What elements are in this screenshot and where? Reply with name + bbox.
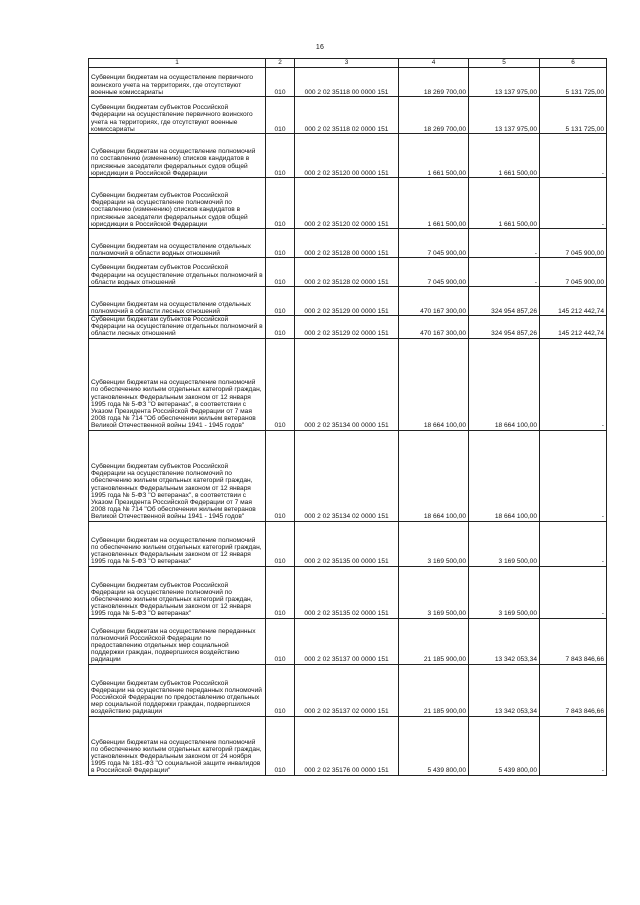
row-line-code-cell: 010 (266, 229, 295, 258)
row-budget-code-cell: 000 2 02 35118 02 0000 151 (295, 97, 399, 134)
row-col6-value: - (540, 521, 607, 566)
row-budget-code-cell: 000 2 02 35134 00 0000 151 (295, 338, 399, 430)
row-budget-code-cell: 000 2 02 35134 02 0000 151 (295, 430, 399, 521)
row-col5-value: 3 169 500,00 (469, 566, 540, 618)
row-col6-value: - (540, 134, 607, 178)
row-name-cell: Субвенции бюджетам на осуществление первичного воинского учета на территориях, где отсутствуют военные комиссариаты (89, 68, 266, 97)
row-budget-code-cell: 000 2 02 35128 00 0000 151 (295, 229, 399, 258)
table-row (89, 229, 607, 258)
row-budget-code-cell: 000 2 02 35118 00 0000 151 (295, 68, 399, 97)
row-line-code-cell: 010 (266, 287, 295, 316)
row-budget-code-cell: 000 2 02 35129 02 0000 151 (295, 316, 399, 339)
row-col4-value: 1 661 500,00 (399, 178, 469, 229)
table-row (89, 178, 607, 229)
row-budget-code-cell: 000 2 02 35135 00 0000 151 (295, 521, 399, 566)
row-budget-code-cell: 000 2 02 35137 02 0000 151 (295, 664, 399, 716)
row-col4-value: 7 045 900,00 (399, 258, 469, 287)
row-col5-value: 13 342 053,34 (469, 618, 540, 664)
row-col5-value: 1 661 500,00 (469, 134, 540, 178)
row-col4-value: 21 185 900,00 (399, 618, 469, 664)
row-col4-value: 3 169 500,00 (399, 521, 469, 566)
row-name-cell: Субвенции бюджетам на осуществление отдельных полномочий в области водных отношений (89, 229, 266, 258)
row-name-cell: Субвенции бюджетам субъектов Российской Федерации на осуществление полномочий по обеспечению жильем отдельных категорий граждан, установленных Федеральным законом от 12 января 1995 года № 5-ФЗ "О ветеранах", в соответствии с Указом Президента Российской Федерации от 7 мая 2008 года № 714 "Об обеспечении жильем ветеранов Великой Отечественной войны 1941 - 1945 годов" (89, 430, 266, 521)
row-col5-value: 324 954 857,26 (469, 287, 540, 316)
row-col6-value: - (540, 716, 607, 775)
row-line-code-cell: 010 (266, 430, 295, 521)
row-name-cell: Субвенции бюджетам на осуществление полномочий по обеспечению жильем отдельных категорий граждан, установленных Федеральным законом от 24 ноября 1995 года № 181-ФЗ "О социальной защите инвалидов в Российской Федерации" (89, 716, 266, 775)
row-col6-value: - (540, 178, 607, 229)
row-col4-value: 470 167 300,00 (399, 316, 469, 339)
row-col4-value: 5 439 800,00 (399, 716, 469, 775)
row-budget-code-cell: 000 2 02 35129 00 0000 151 (295, 287, 399, 316)
row-col5-value: 1 661 500,00 (469, 178, 540, 229)
page-number: 16 (315, 44, 325, 51)
row-line-code-cell: 010 (266, 338, 295, 430)
row-name-cell: Субвенции бюджетам на осуществление полномочий по обеспечению жильем отдельных категорий граждан, установленных Федеральным законом от 12 января 1995 года № 5-ФЗ "О ветеранах" (89, 521, 266, 566)
row-col6-value: 7 843 846,66 (540, 618, 607, 664)
table-body (89, 68, 607, 776)
row-col6-value: - (540, 338, 607, 430)
row-budget-code-cell: 000 2 02 35176 00 0000 151 (295, 716, 399, 775)
row-name-cell: Субвенции бюджетам субъектов Российской Федерации на осуществление полномочий по обеспечению жильем отдельных категорий граждан, установленных Федеральным законом от 12 января 1995 года № 5-ФЗ "О ветеранах" (89, 566, 266, 618)
row-budget-code-cell: 000 2 02 35120 02 0000 151 (295, 178, 399, 229)
row-col5-value: 13 137 975,00 (469, 97, 540, 134)
row-name-cell: Субвенции бюджетам субъектов Российской Федерации на осуществление полномочий по составлению (изменению) списков кандидатов в присяжные заседатели федеральных судов общей юрисдикции в Российской Федерации (89, 178, 266, 229)
table-row (89, 68, 607, 97)
row-col4-value: 18 664 100,00 (399, 430, 469, 521)
header-col-1: 1 (89, 59, 266, 68)
table-row (89, 316, 607, 339)
row-line-code-cell: 010 (266, 618, 295, 664)
header-col-4: 4 (399, 59, 469, 68)
row-col4-value: 21 185 900,00 (399, 664, 469, 716)
table-header-row (89, 59, 607, 68)
row-col6-value: 5 131 725,00 (540, 68, 607, 97)
row-budget-code-cell: 000 2 02 35137 00 0000 151 (295, 618, 399, 664)
row-line-code-cell: 010 (266, 178, 295, 229)
row-name-cell: Субвенции бюджетам на осуществление переданных полномочий Российской Федерации по предоставлению отдельных мер социальной поддержки граждан, подвергшихся воздействию радиации (89, 618, 266, 664)
row-col4-value: 1 661 500,00 (399, 134, 469, 178)
row-line-code-cell: 010 (266, 716, 295, 775)
row-name-cell: Субвенции бюджетам на осуществление отдельных полномочий в области лесных отношений (89, 287, 266, 316)
row-line-code-cell: 010 (266, 97, 295, 134)
row-name-cell: Субвенции бюджетам субъектов Российской Федерации на осуществление отдельных полномочий в области лесных отношений (89, 316, 266, 339)
row-col5-value: 5 439 800,00 (469, 716, 540, 775)
row-name-cell: Субвенции бюджетам на осуществление полномочий по составлению (изменению) списков кандидатов в присяжные заседатели федеральных судов общей юрисдикции в Российской Федерации (89, 134, 266, 178)
row-line-code-cell: 010 (266, 664, 295, 716)
budget-table (88, 58, 607, 776)
row-col6-value: 145 212 442,74 (540, 316, 607, 339)
table-row (89, 566, 607, 618)
row-line-code-cell: 010 (266, 566, 295, 618)
table-row (89, 338, 607, 430)
row-name-cell: Субвенции бюджетам на осуществление полномочий по обеспечению жильем отдельных категорий граждан, установленных Федеральным законом от 12 января 1995 года № 5-ФЗ "О ветеранах", в соответствии с Указом Президента Российской Федерации от 7 мая 2008 года № 714 "Об обеспечении жильем ветеранов Великой Отечественной войны 1941 - 1945 годов" (89, 338, 266, 430)
row-col6-value: 7 843 846,66 (540, 664, 607, 716)
table-row (89, 258, 607, 287)
row-col6-value: 7 045 900,00 (540, 229, 607, 258)
row-col4-value: 18 269 700,00 (399, 68, 469, 97)
row-col5-value: - (469, 229, 540, 258)
header-col-5: 5 (469, 59, 540, 68)
table-row (89, 134, 607, 178)
row-col4-value: 18 664 100,00 (399, 338, 469, 430)
table-row (89, 287, 607, 316)
table-row (89, 521, 607, 566)
row-col6-value: - (540, 566, 607, 618)
table-row (89, 97, 607, 134)
header-col-6: 6 (540, 59, 607, 68)
row-col6-value: 7 045 900,00 (540, 258, 607, 287)
row-name-cell: Субвенции бюджетам субъектов Российской Федерации на осуществление переданных полномочий Российской Федерации по предоставлению отдельных мер социальной поддержки граждан, подвергшихся воздействию радиации (89, 664, 266, 716)
row-line-code-cell: 010 (266, 316, 295, 339)
row-col6-value: 145 212 442,74 (540, 287, 607, 316)
row-line-code-cell: 010 (266, 521, 295, 566)
table-row (89, 664, 607, 716)
row-budget-code-cell: 000 2 02 35128 02 0000 151 (295, 258, 399, 287)
row-budget-code-cell: 000 2 02 35120 00 0000 151 (295, 134, 399, 178)
row-col5-value: - (469, 258, 540, 287)
row-col6-value: 5 131 725,00 (540, 97, 607, 134)
table-row (89, 430, 607, 521)
row-budget-code-cell: 000 2 02 35135 02 0000 151 (295, 566, 399, 618)
row-col5-value: 13 342 053,34 (469, 664, 540, 716)
row-name-cell: Субвенции бюджетам субъектов Российской Федерации на осуществление отдельных полномочий в области водных отношений (89, 258, 266, 287)
row-line-code-cell: 010 (266, 258, 295, 287)
row-col5-value: 3 169 500,00 (469, 521, 540, 566)
row-col5-value: 13 137 975,00 (469, 68, 540, 97)
row-col4-value: 3 169 500,00 (399, 566, 469, 618)
row-col4-value: 18 269 700,00 (399, 97, 469, 134)
header-col-2: 2 (266, 59, 295, 68)
row-line-code-cell: 010 (266, 68, 295, 97)
row-col5-value: 18 664 100,00 (469, 430, 540, 521)
table-row (89, 716, 607, 775)
row-col6-value: - (540, 430, 607, 521)
row-name-cell: Субвенции бюджетам субъектов Российской Федерации на осуществление первичного воинского учета на территориях, где отсутствуют военные комиссариаты (89, 97, 266, 134)
row-col5-value: 324 954 857,26 (469, 316, 540, 339)
row-col4-value: 7 045 900,00 (399, 229, 469, 258)
row-col5-value: 18 664 100,00 (469, 338, 540, 430)
table-row (89, 618, 607, 664)
row-col4-value: 470 167 300,00 (399, 287, 469, 316)
row-line-code-cell: 010 (266, 134, 295, 178)
header-col-3: 3 (295, 59, 399, 68)
